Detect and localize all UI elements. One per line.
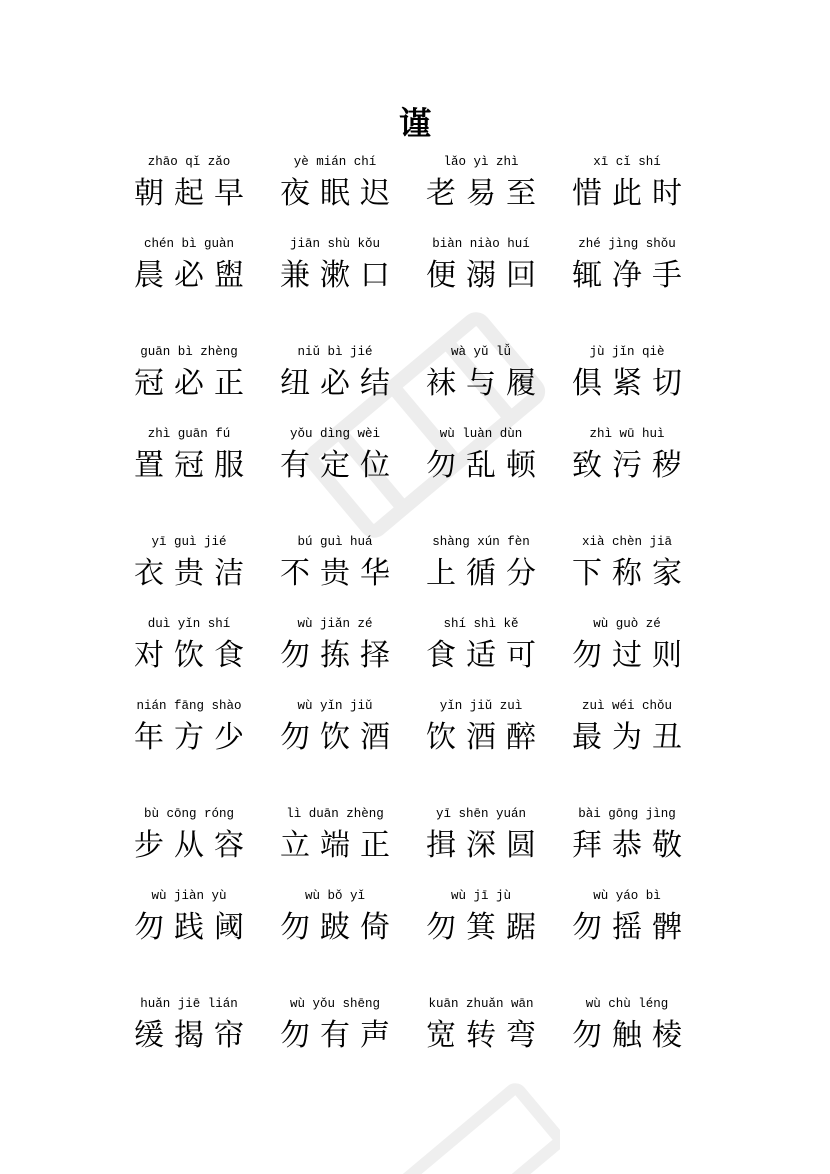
pinyin-text: yè mián chí xyxy=(293,155,377,169)
hanzi-text: 饮酒醉 xyxy=(426,720,546,755)
verse-phrase xyxy=(116,698,262,760)
pinyin-text: yī guì jié xyxy=(151,535,227,549)
hanzi-text: 下称家 xyxy=(572,556,692,591)
pinyin-text: wà yǔ lǚ xyxy=(450,345,511,359)
hanzi-text: 上循分 xyxy=(426,556,546,591)
verse-phrase xyxy=(408,616,554,678)
verse-phrase xyxy=(262,534,408,596)
pinyin-text: yī shēn yuán xyxy=(435,807,526,821)
hanzi-text: 年方少 xyxy=(134,720,254,755)
hanzi-text: 勿乱顿 xyxy=(426,448,546,483)
verse-phrase xyxy=(116,236,262,298)
pinyin-text: zhāo qǐ zǎo xyxy=(147,155,231,169)
hanzi-text: 致污秽 xyxy=(572,448,692,483)
hanzi-text: 勿饮酒 xyxy=(280,720,400,755)
pinyin-text: zhì guān fú xyxy=(147,427,231,441)
verse-phrase xyxy=(408,888,554,950)
hanzi-text: 俱紧切 xyxy=(572,366,692,401)
hanzi-text: 拜恭敬 xyxy=(572,828,692,863)
verse-phrase xyxy=(554,534,700,596)
pinyin-text: zhì wū huì xyxy=(589,427,665,441)
hanzi-text: 宽转弯 xyxy=(426,1018,546,1053)
pinyin-text: jiān shù kǒu xyxy=(289,237,380,251)
hanzi-text: 不贵华 xyxy=(280,556,400,591)
pinyin-text: guān bì zhèng xyxy=(140,345,238,359)
verse-phrase xyxy=(262,996,408,1058)
pinyin-text: wù bǒ yǐ xyxy=(304,889,365,903)
verse-phrase xyxy=(408,534,554,596)
verse-phrase xyxy=(262,806,408,868)
hanzi-text: 辄净手 xyxy=(572,258,692,293)
hanzi-text: 勿有声 xyxy=(280,1018,400,1053)
watermark-icon xyxy=(360,1080,560,1174)
verse-phrase xyxy=(262,154,408,216)
hanzi-text: 勿摇髀 xyxy=(572,910,692,945)
hanzi-text: 惜此时 xyxy=(572,176,692,211)
verse-row xyxy=(116,888,700,950)
pinyin-text: xià chèn jiā xyxy=(581,535,672,549)
hanzi-text: 勿触棱 xyxy=(572,1018,692,1053)
verse-phrase xyxy=(116,806,262,868)
pinyin-text: lǎo yì zhì xyxy=(443,155,519,169)
pinyin-text: biàn niào huí xyxy=(432,237,530,251)
pinyin-text: nián fāng shào xyxy=(136,699,242,713)
hanzi-text: 夜眠迟 xyxy=(280,176,400,211)
hanzi-text: 衣贵洁 xyxy=(134,556,254,591)
verse-phrase xyxy=(116,344,262,406)
verse-phrase xyxy=(554,806,700,868)
hanzi-text: 老易至 xyxy=(426,176,546,211)
verse-phrase xyxy=(262,888,408,950)
verse-phrase xyxy=(408,996,554,1058)
verse-phrase xyxy=(408,806,554,868)
verse-row xyxy=(116,996,700,1058)
pinyin-text: shàng xún fèn xyxy=(432,535,530,549)
verse-phrase xyxy=(262,698,408,760)
watermark-icon xyxy=(280,280,570,570)
verse-phrase xyxy=(554,616,700,678)
hanzi-text: 立端正 xyxy=(280,828,400,863)
pinyin-text: yǒu dìng wèi xyxy=(289,427,380,441)
verse-phrase xyxy=(116,616,262,678)
verse-phrase xyxy=(554,154,700,216)
pinyin-text: chén bì guàn xyxy=(143,237,234,251)
verse-phrase xyxy=(116,996,262,1058)
hanzi-text: 有定位 xyxy=(280,448,400,483)
hanzi-text: 对饮食 xyxy=(134,638,254,673)
verse-phrase xyxy=(116,534,262,596)
hanzi-text: 袜与履 xyxy=(426,366,546,401)
pinyin-text: wù chù léng xyxy=(585,997,669,1011)
hanzi-text: 勿过则 xyxy=(572,638,692,673)
pinyin-text: bù cōng róng xyxy=(143,807,234,821)
verse-phrase xyxy=(116,426,262,488)
pinyin-text: huǎn jiē lián xyxy=(140,997,238,1011)
hanzi-text: 置冠服 xyxy=(134,448,254,483)
verse-phrase xyxy=(554,426,700,488)
verse-row xyxy=(116,154,700,216)
verse-phrase xyxy=(116,888,262,950)
verse-row xyxy=(116,426,700,488)
verse-row xyxy=(116,616,700,678)
verse-row xyxy=(116,236,700,298)
verse-row xyxy=(116,344,700,406)
verse-phrase xyxy=(554,996,700,1058)
pinyin-text: yǐn jiǔ zuì xyxy=(439,699,523,713)
hanzi-text: 食适可 xyxy=(426,638,546,673)
pinyin-text: wù yáo bì xyxy=(593,889,661,903)
hanzi-text: 便溺回 xyxy=(426,258,546,293)
hanzi-text: 揖深圆 xyxy=(426,828,546,863)
pinyin-text: duì yǐn shí xyxy=(147,617,231,631)
verse-phrase xyxy=(262,344,408,406)
verse-row xyxy=(116,534,700,596)
verse-phrase xyxy=(554,344,700,406)
pinyin-text: wù guò zé xyxy=(593,617,661,631)
verse-phrase xyxy=(554,698,700,760)
hanzi-text: 勿跛倚 xyxy=(280,910,400,945)
pinyin-text: kuān zhuǎn wān xyxy=(428,997,534,1011)
pinyin-text: bú guì huá xyxy=(297,535,373,549)
pinyin-text: zhé jìng shǒu xyxy=(578,237,676,251)
verse-phrase xyxy=(408,154,554,216)
pinyin-text: wù yǐn jiǔ xyxy=(297,699,373,713)
verse-phrase xyxy=(554,236,700,298)
page-title: 谨 xyxy=(398,104,431,142)
pinyin-text: shí shì kě xyxy=(443,617,519,631)
hanzi-text: 兼漱口 xyxy=(280,258,400,293)
pinyin-text: wù yǒu shēng xyxy=(289,997,380,1011)
pinyin-text: wù jiǎn zé xyxy=(297,617,373,631)
verse-phrase xyxy=(262,236,408,298)
verse-phrase xyxy=(408,698,554,760)
pinyin-text: xī cǐ shí xyxy=(593,155,661,169)
pinyin-text: wù jī jù xyxy=(450,889,511,903)
verse-phrase xyxy=(554,888,700,950)
pinyin-text: bài gōng jìng xyxy=(578,807,676,821)
hanzi-text: 勿拣择 xyxy=(280,638,400,673)
verse-phrase xyxy=(408,236,554,298)
pinyin-text: niǔ bì jié xyxy=(297,345,373,359)
hanzi-text: 冠必正 xyxy=(134,366,254,401)
pinyin-text: wù luàn dùn xyxy=(439,427,523,441)
verse-phrase xyxy=(408,426,554,488)
verse-phrase xyxy=(116,154,262,216)
hanzi-text: 缓揭帘 xyxy=(134,1018,254,1053)
hanzi-text: 朝起早 xyxy=(134,176,254,211)
hanzi-text: 晨必盥 xyxy=(134,258,254,293)
hanzi-text: 步从容 xyxy=(134,828,254,863)
verse-row xyxy=(116,806,700,868)
pinyin-text: jù jǐn qiè xyxy=(589,345,665,359)
hanzi-text: 最为丑 xyxy=(572,720,692,755)
hanzi-text: 勿践阈 xyxy=(134,910,254,945)
pinyin-text: wù jiàn yù xyxy=(151,889,227,903)
verse-phrase xyxy=(262,616,408,678)
pinyin-text: lì duān zhèng xyxy=(286,807,384,821)
hanzi-text: 纽必结 xyxy=(280,366,400,401)
verse-phrase xyxy=(408,344,554,406)
verse-row xyxy=(116,698,700,760)
verse-phrase xyxy=(262,426,408,488)
hanzi-text: 勿箕踞 xyxy=(426,910,546,945)
pinyin-text: zuì wéi chǒu xyxy=(581,699,672,713)
